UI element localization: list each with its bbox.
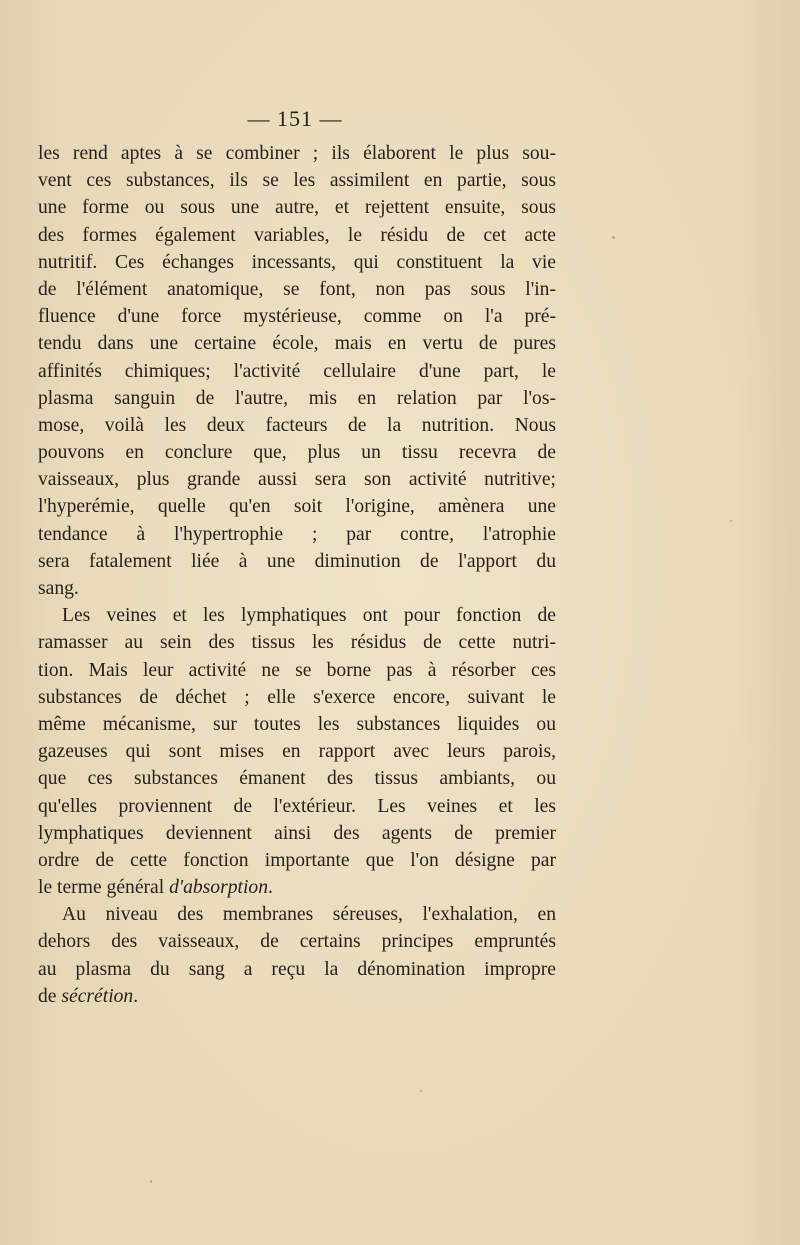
text-line: les rend aptes à se combiner ; ils élaborent le plus sou- (38, 143, 556, 164)
text-line: affinités chimiques; l'activité cellulaire d'une part, le (38, 360, 556, 382)
paper-speck (730, 520, 732, 522)
paper-speck (420, 1090, 422, 1092)
italic-term: d'absorption (169, 877, 269, 899)
text-line: mose, voilà les deux facteurs de la nutrition. Nous (38, 414, 556, 436)
paragraph-start-line: Au niveau des membranes séreuses, l'exhalation, en (62, 904, 556, 926)
text-line-with-italic (38, 874, 556, 901)
text-line: fluence d'une force mystérieuse, comme on l'a pré- (38, 306, 556, 328)
text-line: une forme ou sous une autre, et rejettent ensuite, sous (38, 197, 556, 219)
text-line: que ces substances émanent des tissus ambiants, ou (38, 768, 556, 790)
text-line: gazeuses qui sont mises en rapport avec leurs parois, (38, 741, 556, 763)
text-line: ordre de cette fonction importante que l'on désigne par (38, 849, 556, 871)
paper-speck (612, 236, 615, 239)
text-run: . (268, 877, 273, 899)
text-line: plasma sanguin de l'autre, mis en relation par l'os- (38, 387, 556, 409)
text-line: nutritif. Ces échanges incessants, qui constituent la vie (38, 251, 556, 273)
text-line: pouvons en conclure que, plus un tissu recevra de (38, 442, 556, 464)
italic-term: sécrétion (61, 985, 134, 1007)
text-line: substances de déchet ; elle s'exerce encore, suivant le (38, 686, 556, 708)
text-line: qu'elles proviennent de l'extérieur. Les veines et les (38, 795, 556, 817)
page-number: — 151 — (247, 106, 343, 131)
text-line: au plasma du sang a reçu la dénomination impropre (38, 958, 556, 980)
text-line-with-italic (38, 983, 556, 1010)
text-line: sang. (38, 578, 79, 599)
text-line: même mécanisme, sur toutes les substances liquides ou (38, 713, 556, 735)
text-line: sera fatalement liée à une diminution de l'apport du (38, 550, 556, 572)
text-run: le terme général (38, 877, 170, 899)
text-run: . (133, 985, 139, 1007)
text-line: dehors des vaisseaux, de certains principes empruntés (38, 931, 556, 953)
paper-speck (150, 1180, 152, 1183)
text-line: lymphatiques deviennent ainsi des agents de premier (38, 822, 556, 844)
paragraph-start-line: Les veines et les lymphatiques ont pour fonction de (62, 605, 556, 627)
text-run: de (38, 985, 62, 1007)
text-line: des formes également variables, le résidu de cet acte (38, 224, 556, 246)
body-text (38, 140, 556, 1010)
text-line: tendu dans une certaine école, mais en vertu de pures (38, 333, 556, 355)
text-line: tion. Mais leur activité ne se borne pas à résorber ces (38, 659, 556, 681)
text-line: vaisseaux, plus grande aussi sera son activité nutritive; (38, 469, 556, 491)
text-line: l'hyperémie, quelle qu'en soit l'origine, amènera une (38, 496, 556, 518)
text-line: vent ces substances, ils se les assimilent en partie, sous (38, 170, 556, 192)
text-line: tendance à l'hypertrophie ; par contre, l'atrophie (38, 523, 556, 545)
text-line: de l'élément anatomique, se font, non pas sous l'in- (38, 278, 556, 300)
text-line: ramasser au sein des tissus les résidus de cette nutri- (38, 632, 556, 654)
